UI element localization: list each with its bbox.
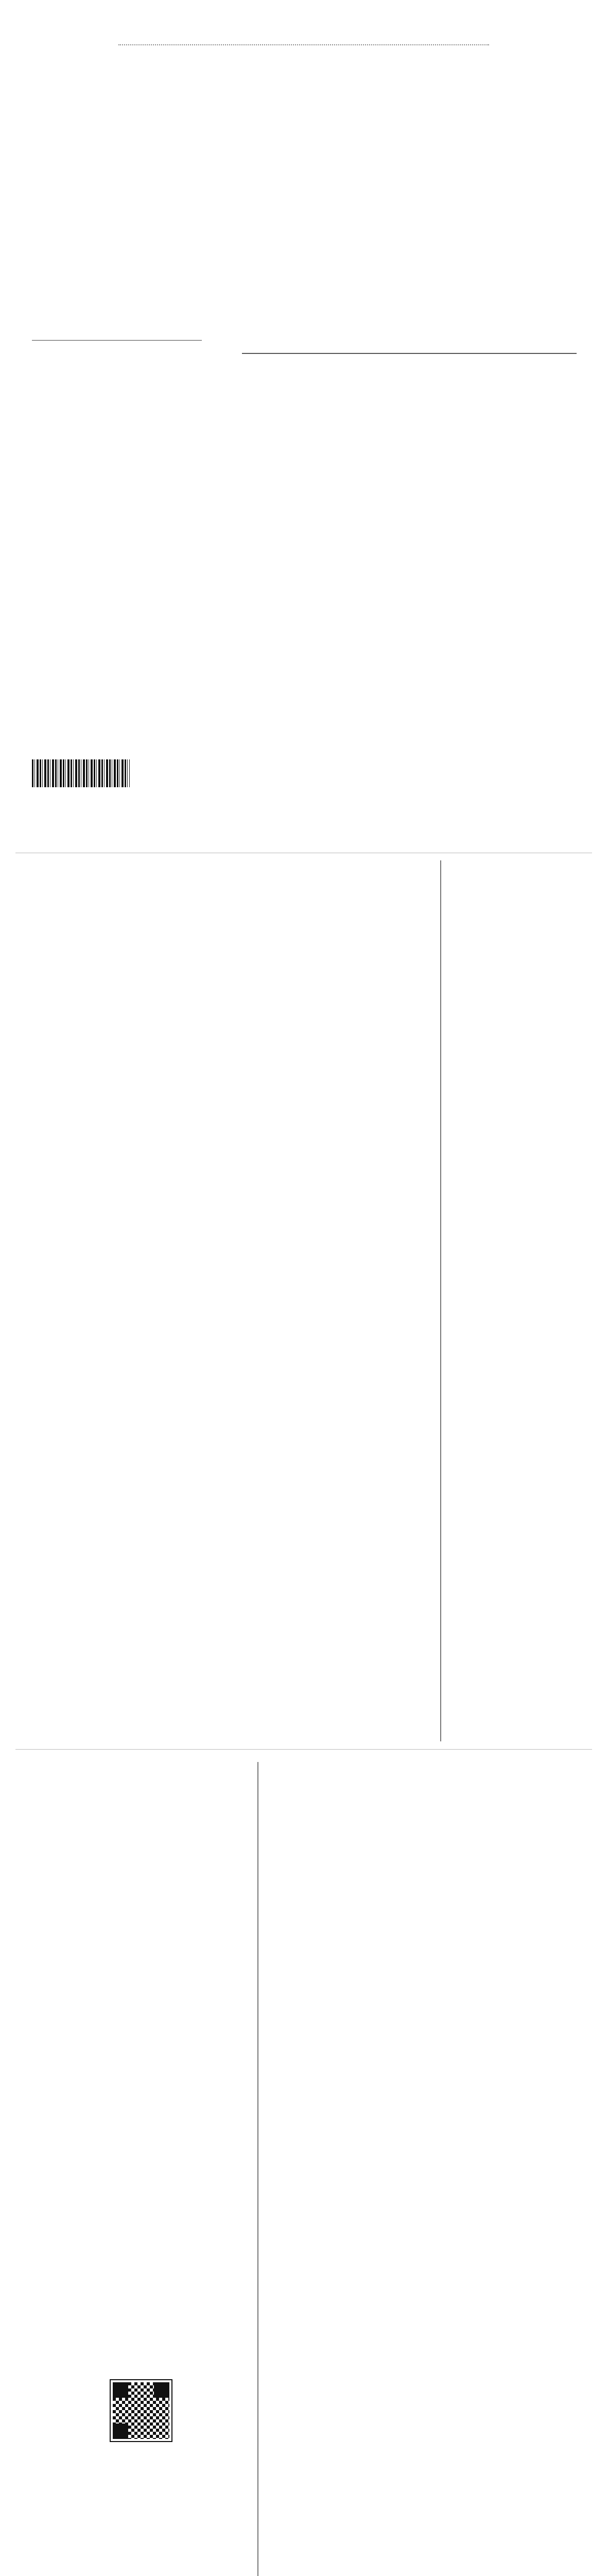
lower-column-divider [257,1762,258,2576]
toc-title-rule [242,353,577,354]
barcode-image [32,759,130,787]
header-dotted-divider [118,44,489,45]
lower-divider [15,1749,592,1750]
site-divider [32,340,202,341]
column-divider [440,860,441,1741]
qr-code-image [111,2380,171,2441]
